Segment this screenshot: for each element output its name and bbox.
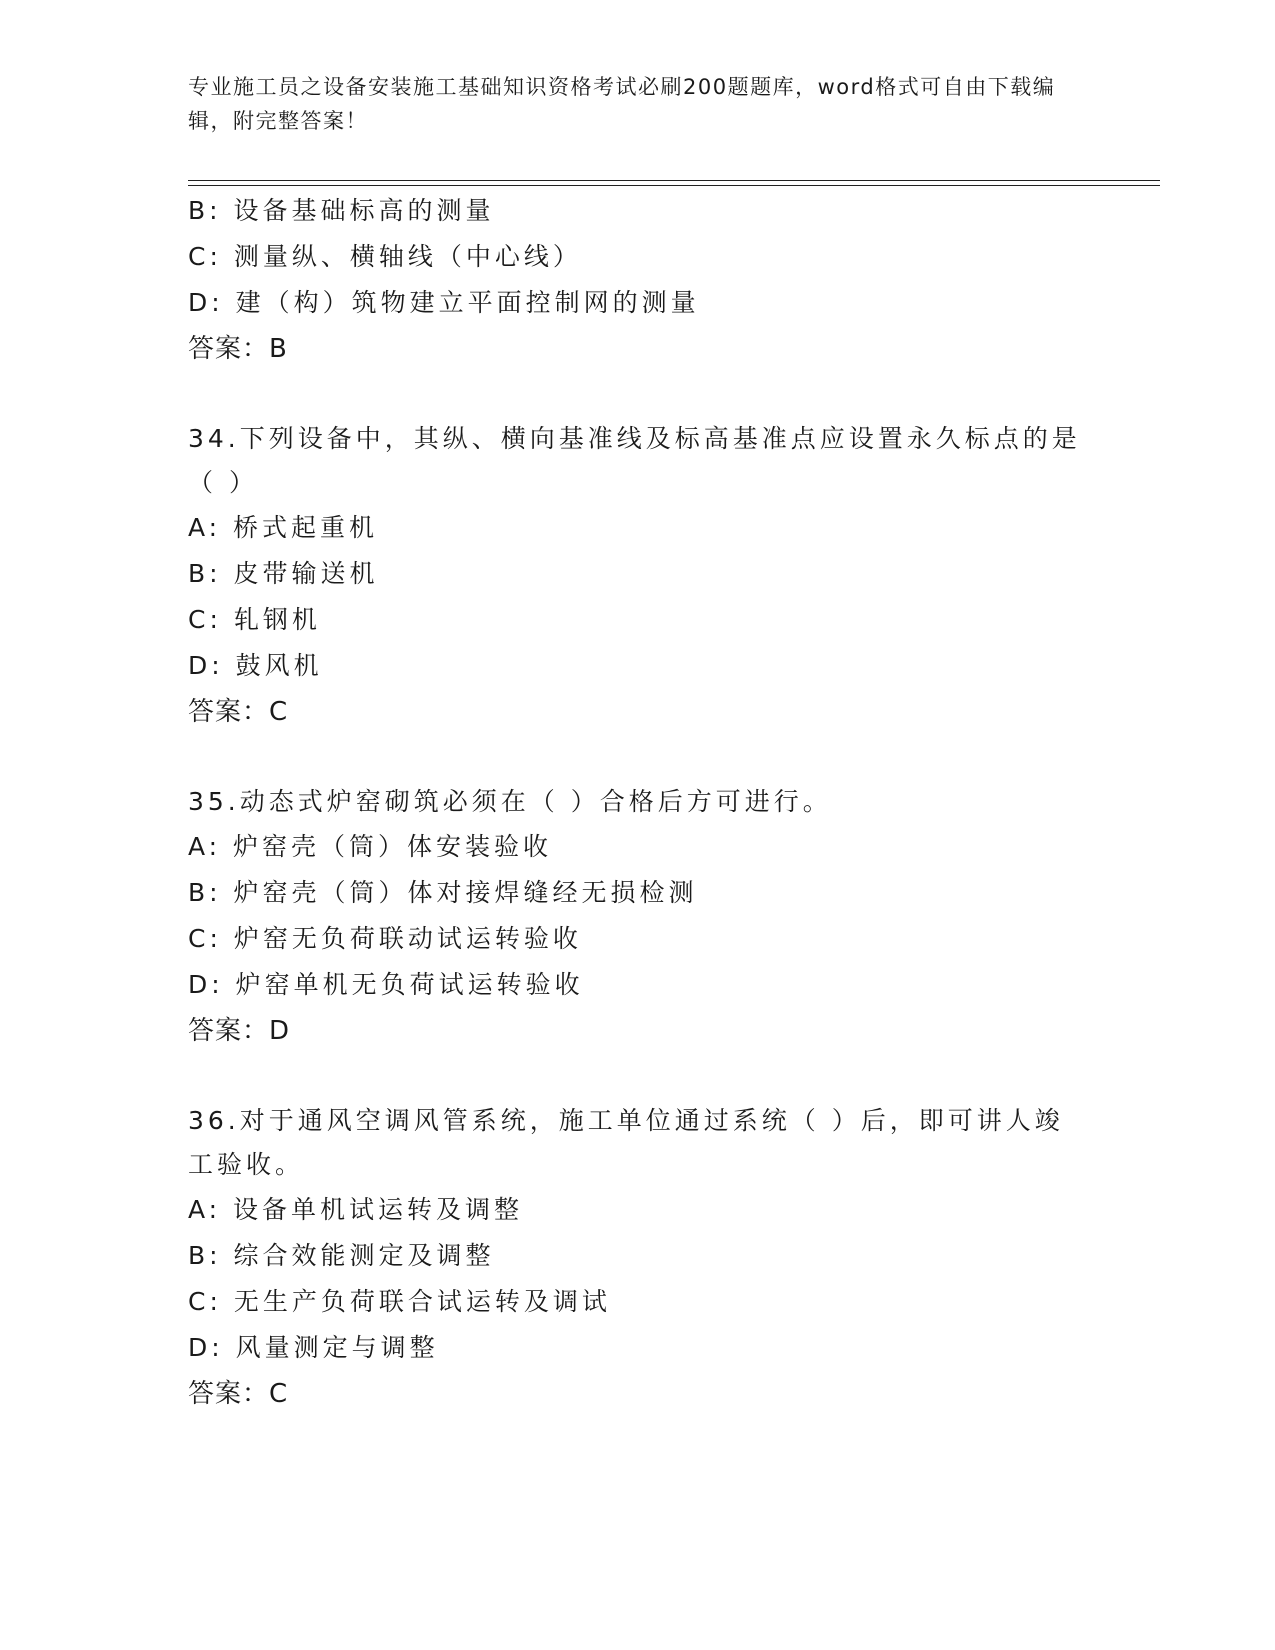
question-stem: 34.下列设备中，其纵、横向基准线及标高基准点应设置永久标点的是（ ） [188,424,1081,497]
option-c: C: 炉窑无负荷联动试运转验收 [188,924,582,953]
option-d: D: 建（构）筑物建立平面控制网的测量 [188,288,700,317]
option-b: B: 设备基础标高的测量 [188,196,495,225]
option-c: C: 无生产负荷联合试运转及调试 [188,1287,611,1316]
question-stem: 35.动态式炉窑砌筑必须在（ ）合格后方可进行。 [188,787,832,816]
option-d: D: 鼓风机 [188,651,323,680]
question-34 [188,417,1088,735]
option-c: C: 测量纵、横轴线（中心线） [188,242,582,271]
question-35 [188,780,1088,1054]
answer-line: 答案：C [188,1379,289,1409]
option-d: D: 风量测定与调整 [188,1333,439,1362]
question-stem: 36.对于通风空调风管系统，施工单位通过系统（ ）后，即可讲人竣工验收。 [188,1106,1064,1179]
answer-line: 答案：C [188,697,289,727]
answer-line: 答案：B [188,334,288,364]
answer-line: 答案：D [188,1016,291,1046]
header-rule-top [188,180,1160,181]
option-a: A: 炉窑壳（筒）体安装验收 [188,832,553,861]
document-header: 专业施工员之设备安装施工基础知识资格考试必刷200题题库，word格式可自由下载编辑，附完整答案！ [188,75,1056,133]
option-d: D: 炉窑单机无负荷试运转验收 [188,970,584,999]
question-continued [188,188,1088,372]
option-b: B: 综合效能测定及调整 [188,1241,495,1270]
question-36 [188,1099,1088,1417]
option-b: B: 皮带输送机 [188,559,379,588]
header-rule-bottom [188,185,1160,186]
option-c: C: 轧钢机 [188,605,321,634]
option-a: A: 设备单机试运转及调整 [188,1195,524,1224]
question-list [188,188,1088,1417]
option-b: B: 炉窑壳（筒）体对接焊缝经无损检测 [188,878,698,907]
option-a: A: 桥式起重机 [188,513,379,542]
